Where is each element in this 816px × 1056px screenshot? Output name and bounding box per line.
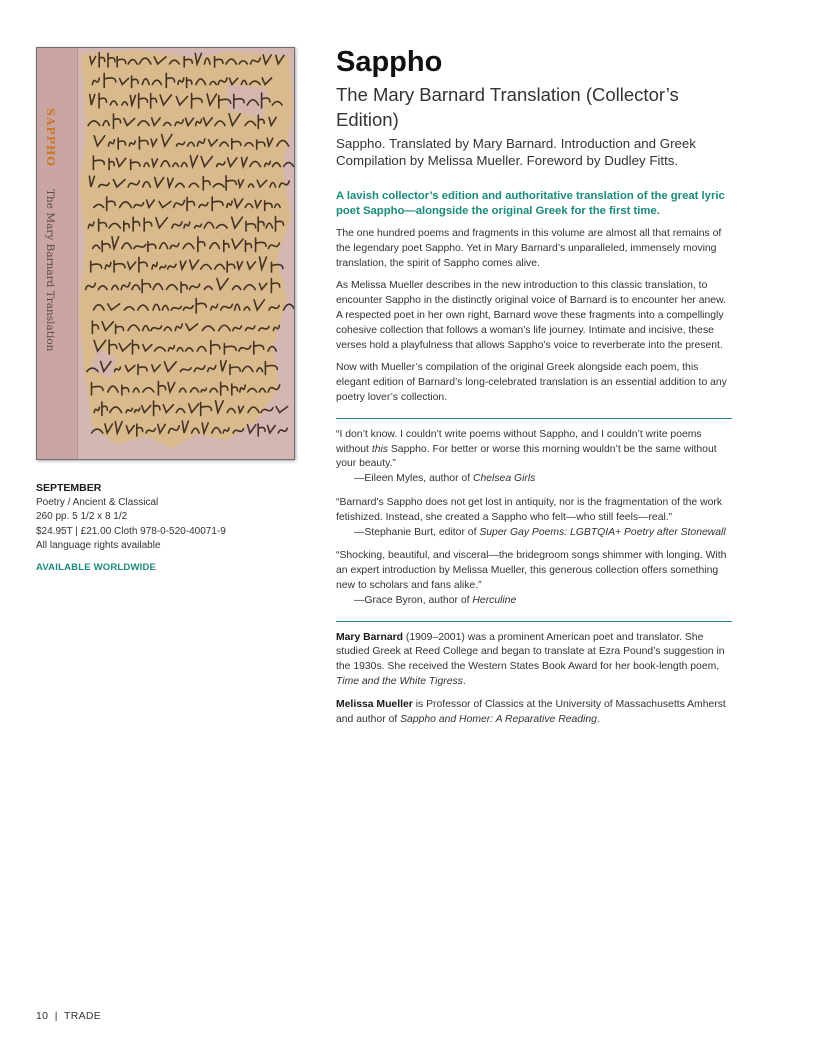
availability: AVAILABLE WORLDWIDE [36,561,157,573]
book-metadata [36,481,296,576]
book-title: Sappho [336,46,443,78]
rights-note: All language rights available [36,540,161,552]
quote-text: “Barnard’s Sappho does not get lost in antiquity, nor is the fragmentation of the work fetishized. Instead, she created a Sappho who felt—who still feels—real.” [336,496,723,523]
lead-blurb: A lavish collector’s edition and authoritative translation of the great lyric poet Sappho—alongside the original Greek for the first time. [336,190,725,217]
section-label: TRADE [64,1010,102,1022]
author-bio: Mary Barnard (1909–2001) was a prominent American poet and translator. She studied Greek at Reed College and began to translate at Ezra Pound’s suggestion in the 1930s. She received the Western States Book Award for her book-length poem, Time and the White Tigress. [336,631,725,687]
work-title: Herculine [472,594,517,606]
page-number: 10 [36,1010,49,1022]
author-bios [336,631,732,728]
work-title: Sappho and Homer: A Reparative Reading [400,713,597,725]
divider [336,621,732,622]
page-count-trim: 260 pp. 5 1/2 x 8 1/2 [36,511,128,523]
description-paragraph: Now with Mueller’s compilation of the original Greek alongside each poem, this elegant edition of Barnard’s long-celebrated translation is an essential addition to any poetry lover’s collection. [336,362,727,403]
endorsement-quote [336,549,732,608]
work-title: Time and the White Tigress [336,675,463,687]
book-byline: Sappho. Translated by Mary Barnard. Introduction and Greek Compilation by Melissa Mueller. Foreword by Dudley Fitts. [336,136,696,168]
quote-attribution: —Grace Byron, author of Herculine [354,594,517,606]
subject-category: Poetry / Ancient & Classical [36,496,159,508]
author-name: Melissa Mueller [336,698,413,710]
spine-subtitle: The Mary Barnard Translation [44,189,56,352]
divider [336,418,732,419]
book-subtitle: The Mary Barnard Translation (Collector’s Edition) [336,84,679,130]
spine-title: SAPPHO [44,108,57,167]
price-isbn: $24.95T | £21.00 Cloth 978-0-520-40071-9 [36,525,226,537]
description-paragraph: The one hundred poems and fragments in this volume are almost all that remains of the legendary poet Sappho. Yet in Mary Barnard’s unparalleled, immensely moving translation, the spirit of Sappho comes alive. [336,228,722,269]
quote-attribution: —Stephanie Burt, editor of Super Gay Poems: LGBTQIA+ Poetry after Stonewall [354,526,726,538]
endorsements [336,428,732,609]
footer-separator: | [54,1010,58,1022]
author-name: Mary Barnard [336,631,403,643]
book-cover [36,47,295,460]
work-title: Chelsea Girls [472,473,536,485]
description-paragraph: As Melissa Mueller describes in the new introduction to this classic translation, to encounter Sappho in the distinctly original voice of Barnard is to encounter her anew. A respected poet in her own right, Barnard wove these fragments into a compellingly cohesive collection that follows a woman’s life journey. Intimate and incisive, these verses hold a playfulness that allows Sappho’s voice to reverberate into the present. [336,280,726,351]
papyrus-fragment-illustration [77,48,295,459]
cover-spine [37,48,78,459]
page-footer [36,1010,101,1022]
pub-month: SEPTEMBER [36,482,102,494]
endorsement-quote [336,496,732,540]
quote-text: “I don’t know. I couldn’t write poems without Sappho, and I couldn’t write poems without [336,428,702,455]
author-bio: Melissa Mueller is Professor of Classics at the University of Massachusetts Amherst and author of Sappho and Homer: A Reparative Reading. [336,698,726,725]
quote-text: “Shocking, beautiful, and visceral—the bridegroom songs shimmer with longing. With an expert introduction by Melissa Mueller, this generous collection offers something new to scholars and fans alike.” [336,550,727,591]
quote-text-cont: Sappho. For better or worse this morning wouldn’t be the same without your beauty.” [336,443,717,470]
book-description [336,44,732,735]
description-body [336,227,732,406]
quote-attribution: —Eileen Myles, author of Chelsea Girls [354,473,536,485]
endorsement-quote [336,428,732,487]
spine-text [44,108,57,351]
quote-emphasis: this [371,443,388,455]
work-title: Super Gay Poems: LGBTQIA+ Poetry after Stonewall [479,526,726,538]
